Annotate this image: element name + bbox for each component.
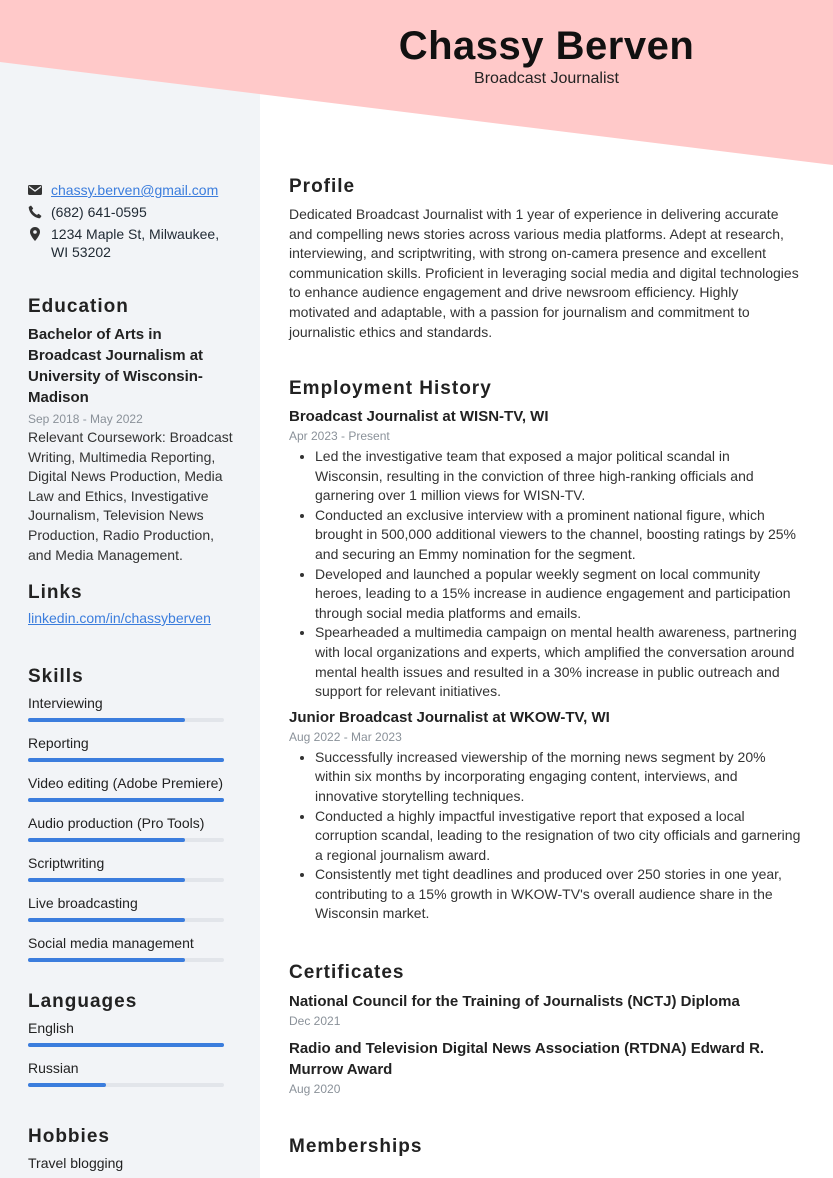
skill-name: Audio production (Pro Tools) xyxy=(28,815,205,831)
job-entry xyxy=(289,407,801,702)
language-name: Russian xyxy=(28,1060,79,1076)
skill-bar-fill xyxy=(28,718,185,722)
skill-bar xyxy=(28,718,224,722)
memberships-heading: Memberships xyxy=(289,1136,423,1157)
job-entry xyxy=(289,708,801,924)
job-bullet: • Consistently met tight deadlines and produced over 250 stories in one year, contributing to a 15% growth in WKOW-TV's overall audience share in the Wisconsin market. xyxy=(315,865,801,924)
skills-section xyxy=(28,666,238,974)
job-dates: Apr 2023 - Present xyxy=(289,429,390,443)
job-bullets xyxy=(289,447,801,702)
job-bullet: • Conducted an exclusive interview with a prominent national figure, which brought in 500,000 additional viewers to the channel, boosting ratings by 25% and securing an Emmy nomination for the segment. xyxy=(315,506,801,565)
map-pin-icon xyxy=(28,227,42,241)
address: 1234 Maple St, Milwaukee, WI 53202 xyxy=(51,226,220,260)
language-bar-fill xyxy=(28,1043,224,1047)
skill-bar xyxy=(28,878,224,882)
email-link[interactable]: chassy.berven@gmail.com xyxy=(51,182,219,198)
certificates-section xyxy=(289,962,801,1098)
contact-address-row xyxy=(28,225,238,261)
skill-item xyxy=(28,774,238,802)
hobby-item: Travel blogging xyxy=(28,1155,124,1171)
links-section xyxy=(28,582,238,626)
job-dates: Aug 2022 - Mar 2023 xyxy=(289,729,402,744)
candidate-name: Chassy Berven xyxy=(398,24,695,68)
profile-text: Dedicated Broadcast Journalist with 1 year of experience in delivering accurate and compelling news stories across various media platforms. Adept at research, interviewing, and scriptwriting, with strong on-camera presence and excellent communication skills. Proficient in leveraging social media and digital technologies to enhance audience engagement and drive newsroom efficiency. Highly motivated and adaptable, with a passion for journalism and commitment to journalistic ethics and standards. xyxy=(289,206,799,340)
skill-name: Interviewing xyxy=(28,695,103,711)
linkedin-link[interactable]: linkedin.com/in/chassyberven xyxy=(28,610,211,626)
education-description: Relevant Coursework: Broadcast Writing, Multimedia Reporting, Digital News Production, Media Law and Ethics, Investigative Journalism, Television News Production, Radio Production, and Media Management. xyxy=(28,429,233,563)
skill-item xyxy=(28,734,238,762)
memberships-section xyxy=(289,1136,801,1165)
skill-bar-fill xyxy=(28,918,185,922)
skill-item xyxy=(28,894,238,922)
profile-heading: Profile xyxy=(289,176,356,197)
contact-email-row xyxy=(28,181,238,199)
employment-heading: Employment History xyxy=(289,378,492,399)
job-bullet: • Developed and launched a popular weekly segment on local community heroes, leading to a 15% increase in audience engagement and participation through social media platforms and emails. xyxy=(315,565,801,624)
employment-section xyxy=(289,378,801,924)
certificate-title: National Council for the Training of Journalists (NCTJ) Diploma xyxy=(289,993,740,1010)
profile-section xyxy=(289,176,801,342)
job-bullets xyxy=(289,748,801,924)
skill-name: Live broadcasting xyxy=(28,895,138,911)
language-item xyxy=(28,1019,238,1047)
certificate-date: Dec 2021 xyxy=(289,1014,341,1028)
links-heading: Links xyxy=(28,582,83,603)
envelope-icon xyxy=(28,183,42,197)
certificate-title: Radio and Television Digital News Association (RTDNA) Edward R. Murrow Award xyxy=(289,1040,765,1078)
certificates-heading: Certificates xyxy=(289,962,405,983)
skill-bar-fill xyxy=(28,958,185,962)
language-bar-fill xyxy=(28,1083,106,1087)
skill-bar-fill xyxy=(28,758,224,762)
contact-phone-row xyxy=(28,203,238,221)
skill-item xyxy=(28,694,238,722)
language-name: English xyxy=(28,1020,74,1036)
phone-number: (682) 641-0595 xyxy=(51,204,147,220)
skill-item xyxy=(28,854,238,882)
candidate-title: Broadcast Journalist xyxy=(474,70,619,87)
language-bar xyxy=(28,1083,224,1087)
skill-bar-fill xyxy=(28,878,185,882)
hobbies-heading: Hobbies xyxy=(28,1126,110,1147)
job-title: Junior Broadcast Journalist at WKOW-TV, WI xyxy=(289,708,610,726)
job-title: Broadcast Journalist at WISN-TV, WI xyxy=(289,408,549,425)
skill-bar xyxy=(28,798,224,802)
certificate-date: Aug 2020 xyxy=(289,1082,341,1096)
skill-bar xyxy=(28,918,224,922)
skill-name: Scriptwriting xyxy=(28,855,105,871)
skill-name: Reporting xyxy=(28,735,89,751)
skill-name: Video editing (Adobe Premiere) xyxy=(28,775,224,791)
skill-bar xyxy=(28,958,224,962)
certificate-item xyxy=(289,991,801,1028)
phone-icon xyxy=(28,205,42,219)
skill-name: Social media management xyxy=(28,935,194,951)
skill-item xyxy=(28,934,238,962)
job-bullet: • Conducted a highly impactful investigative report that exposed a local corruption scandal, leading to the resignation of two city officials and garnering a regional journalism award. xyxy=(315,807,801,866)
skill-bar xyxy=(28,758,224,762)
education-dates: Sep 2018 - May 2022 xyxy=(28,412,143,426)
language-item xyxy=(28,1059,238,1087)
skill-bar-fill xyxy=(28,838,185,842)
skill-bar xyxy=(28,838,224,842)
language-bar xyxy=(28,1043,224,1047)
hobbies-section xyxy=(28,1126,238,1172)
skill-bar-fill xyxy=(28,798,224,802)
languages-heading: Languages xyxy=(28,991,138,1012)
languages-section xyxy=(28,991,238,1099)
certificate-item xyxy=(289,1038,801,1096)
education-heading: Education xyxy=(28,296,129,317)
job-bullet: • Successfully increased viewership of the morning news segment by 20% within six months by incorporating engaging content, interviews, and innovative storytelling techniques. xyxy=(315,748,801,807)
education-degree: Bachelor of Arts in Broadcast Journalism at University of Wisconsin-Madison xyxy=(28,326,204,406)
skills-heading: Skills xyxy=(28,666,84,687)
contact-section xyxy=(28,181,238,265)
skill-item xyxy=(28,814,238,842)
job-bullet: • Led the investigative team that exposed a major political scandal in Wisconsin, resulting in the conviction of three high-ranking officials and garnering over 1 million views for WISN-TV. xyxy=(315,447,801,506)
job-bullet: • Spearheaded a multimedia campaign on mental health awareness, partnering with local organizations and experts, which amplified the conversation around mental health issues and resulted in a 30% increase in public outreach and support for relevant initiatives. xyxy=(315,623,801,701)
education-section xyxy=(28,296,238,565)
